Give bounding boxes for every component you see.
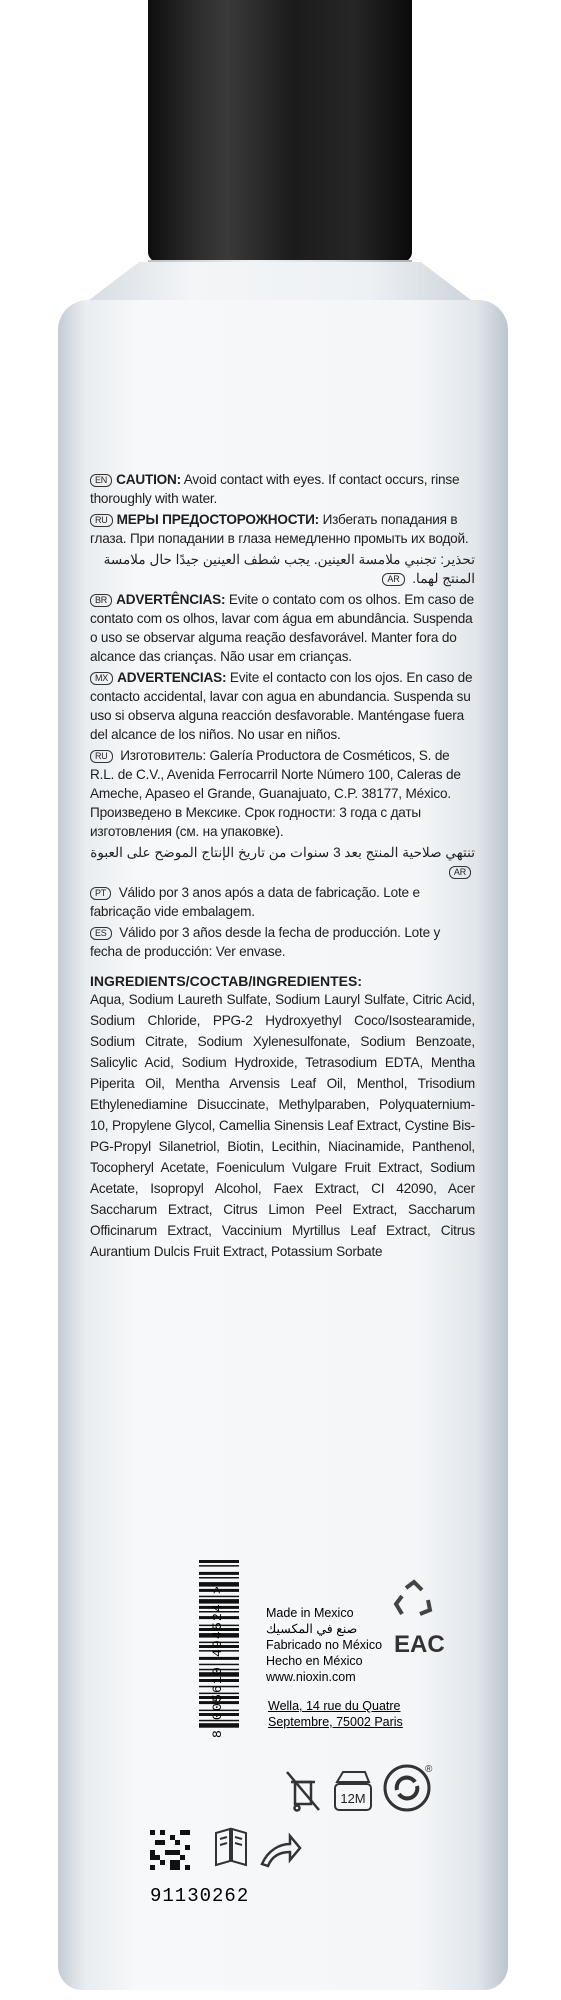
barcode-bar	[199, 1572, 239, 1575]
barcode-digits: 8 005610 494524 >	[210, 1585, 225, 1739]
expiry-ar: تنتهي صلاحية المنتج بعد 3 سنوات من تاريخ الإنتاج الموضح على العبوة AR	[90, 845, 475, 877]
pao-jar-icon	[331, 1766, 375, 1814]
manufacturer-ru: RU Изготовитель: Galería Productora de Cosméticos, S. de R.L. de C.V., Avenida Ferrocarril Norte Número 100, Caleras de Ameche, Apaseo el Grande, Guanajuato, C.P. 38177, México. Произведено в Мексике. Срок годности: 3 года с даты изготовления (см. на упаковке).	[90, 748, 461, 839]
caution-mx: MX ADVERTENCIAS: Evite el contacto con los ojos. En caso de contacto accidental, lavar con agua en abundancia. Suspenda su uso si observa alguna reacción desfavorable. Manténgase fuera del alcance de los niños. No usar en niños.	[90, 670, 473, 742]
made-in-block: Made in Mexico صنع في المكسيك Fabricado no México Hecho en México www.nioxin.com	[266, 1606, 383, 1684]
caution-ru: RU МЕРЫ ПРЕДОСТОРОЖНОСТИ: Избегать попадания в глаза. При попадании в глаза немедленно промыть их водой.	[90, 512, 469, 546]
qr-code-icon	[150, 1830, 190, 1870]
caution-br: BR ADVERTÊNCIAS: Evite o contato com os olhos. Em caso de contato com os olhos, lavar com água em abundância. Suspenda o uso se observar alguma reação desfavorável. Manter fora do alcance das crianças. Não usar em crianças.	[90, 592, 474, 664]
barcode-bar	[199, 1560, 239, 1563]
arrow-icon	[258, 1830, 302, 1870]
wella-address: Wella, 14 rue du Quatre Septembre, 75002 Paris	[268, 1699, 403, 1729]
read-leaflet-icon	[212, 1825, 250, 1869]
barcode-bar	[199, 1577, 239, 1579]
ingredients-title: INGREDIENTS/COCTAB/INGREDIENTES:	[90, 973, 362, 989]
recycle-circle-icon	[381, 1762, 433, 1814]
expiry-es: ES Válido por 3 años desde la fecha de producción. Lote y fecha de producción: Ver envase.	[90, 925, 441, 959]
caution-ar: تحذير: تجنبي ملامسة العينين. يجب شطف العينين جيدًا حال ملامسة المنتج لهما. AR	[103, 552, 475, 586]
recycle-icon	[392, 1578, 436, 1622]
svg-text:®: ®	[425, 1764, 433, 1775]
svg-text:EAC: EAC	[394, 1631, 445, 1658]
lot-number: 91130262	[150, 1885, 250, 1907]
caution-en: EN CAUTION: Avoid contact with eyes. If contact occurs, rinse thoroughly with water.	[90, 472, 460, 506]
bottle-cap	[148, 0, 412, 262]
trash-bin-icon	[283, 1768, 323, 1814]
barcode-bar	[199, 1565, 239, 1567]
expiry-pt: PT Válido por 3 anos após a data de fabricação. Lote e fabricação vide embalagem.	[90, 885, 420, 919]
svg-text:12M: 12M	[340, 1791, 366, 1806]
ingredients-list: Aqua, Sodium Laureth Sulfate, Sodium Lauryl Sulfate, Citric Acid, Sodium Chloride, PPG-2 Hydroxyethyl Coco/Isostearamide, Sodium Citrate, Sodium Xylenesulfonate, Sodium Benzoate, Salicylic Acid, Sodium Hydroxide, Tetrasodium EDTA, Mentha Piperita Oil, Mentha Arvensis Leaf Oil, Menthol, Trisodium Ethylenediamine Disuccinate, Methylparaben, Polyquaternium-10, Propylene Glycol, Camellia Sinensis Leaf Extract, Cystine Bis-PG-Propyl Silanetriol, Biotin, Lecithin, Niacinamide, Panthenol, Tocopheryl Acetate, Foeniculum Vulgare Fruit Extract, Sodium Acetate, Isopropyl Alcohol, Faex Extract, CI 42090, Acer Saccharum Extract, Citrus Limon Peel Extract, Saccharum Officinarum Extract, Vaccinium Myrtillus Leaf Extract, Citrus Aurantium Dulcis Fruit Extract, Potassium Sorbate	[90, 992, 475, 1259]
eac-mark-icon	[394, 1630, 445, 1658]
